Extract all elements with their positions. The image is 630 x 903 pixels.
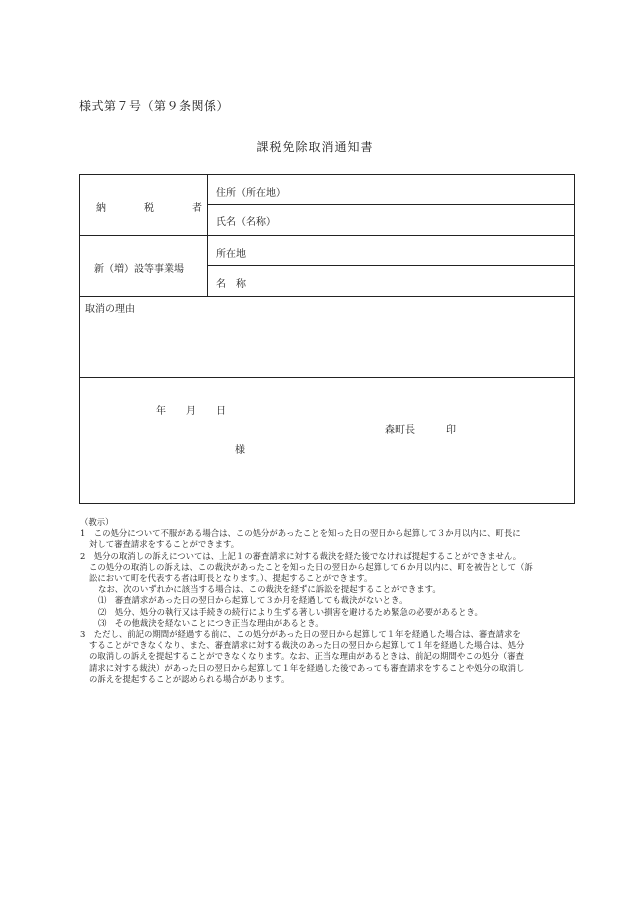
note-2-line-1: 2 処分の取消しの訴えについては、上記１の審査請求に対する裁決を経た後でなければ提起することができません。 [80, 550, 522, 561]
note-2-item-2: ⑵ 処分、処分の執行又は手続きの続行により生ずる著しい損害を避けるため緊急の必要があるとき。 [98, 606, 483, 617]
row-divider-reason [80, 377, 575, 378]
row-divider-location [207, 265, 575, 266]
form-label: 様式第７号（第９条関係） [79, 99, 230, 113]
note-1-line-1: 1 この処分について不服がある場合は、この処分があったことを知った日の翌日から起算して３か月以内に、町長に [80, 528, 521, 539]
note-3-line-4: 請求に対する裁決）があった日の翌日から起算して１年を経過した後であっても審査請求をすることや処分の取消し [89, 662, 525, 673]
date-label: 年 月 日 [156, 406, 226, 417]
facility-label: 新（増）設等事業場 [94, 264, 184, 275]
facility-name-label: 名 称 [216, 279, 246, 290]
notes-heading: （教示） [80, 517, 114, 527]
reason-label: 取消の理由 [85, 304, 135, 315]
location-label: 所在地 [216, 249, 246, 260]
note-3-line-1: 3 ただし、前記の期間が経過する前に、この処分があった日の翌日から起算して１年を経過した場合は、審査請求を [80, 629, 521, 640]
note-2-item-1: ⑴ 審査請求があった日の翌日から起算して３か月を経過しても裁決がないとき。 [98, 595, 408, 606]
note-3-line-5: の訴えを提起することが認められる場合があります。 [89, 673, 290, 684]
column-divider [207, 175, 208, 296]
note-2-line-3: 訟において町を代表する者は町長となります。）、提起することができます。 [89, 573, 373, 584]
taxpayer-label: 納 税 者 [96, 203, 216, 214]
address-label: 住所（所在地） [216, 188, 286, 199]
seal-label: 印 [446, 425, 456, 436]
row-divider-address [207, 204, 575, 205]
notes [80, 517, 560, 685]
form-table [79, 174, 575, 504]
page-title: 課税免除取消通知書 [256, 140, 374, 154]
name-label: 氏名（名称） [216, 217, 276, 228]
note-3-line-3: の取消しの訴えを提起することができなくなります。なお、正当な理由があるときは、前記の期間やこの処分（審査 [89, 651, 524, 662]
note-2-line-4: なお、次のいずれかに該当する場合は、この裁決を経ずに訴訟を提起することができます。 [98, 584, 441, 595]
recipient-suffix: 様 [235, 445, 245, 456]
issuer-label: 森町長 [385, 425, 415, 436]
note-1-line-2: 対して審査請求をすることができます。 [89, 539, 240, 550]
note-2-item-3: ⑶ その他裁決を経ないことにつき正当な理由があるとき。 [98, 617, 324, 628]
note-2-line-2: この処分の取消しの訴えは、この裁決があったことを知った日の翌日から起算して６か月以内に、町を被告として（訴 [89, 561, 533, 572]
note-3-line-2: することができなくなり、また、審査請求に対する裁決のあった日の翌日から起算して１年を経過した場合は、処分 [89, 640, 525, 651]
row-divider-taxpayer [80, 235, 575, 236]
row-divider-facility [80, 296, 575, 297]
